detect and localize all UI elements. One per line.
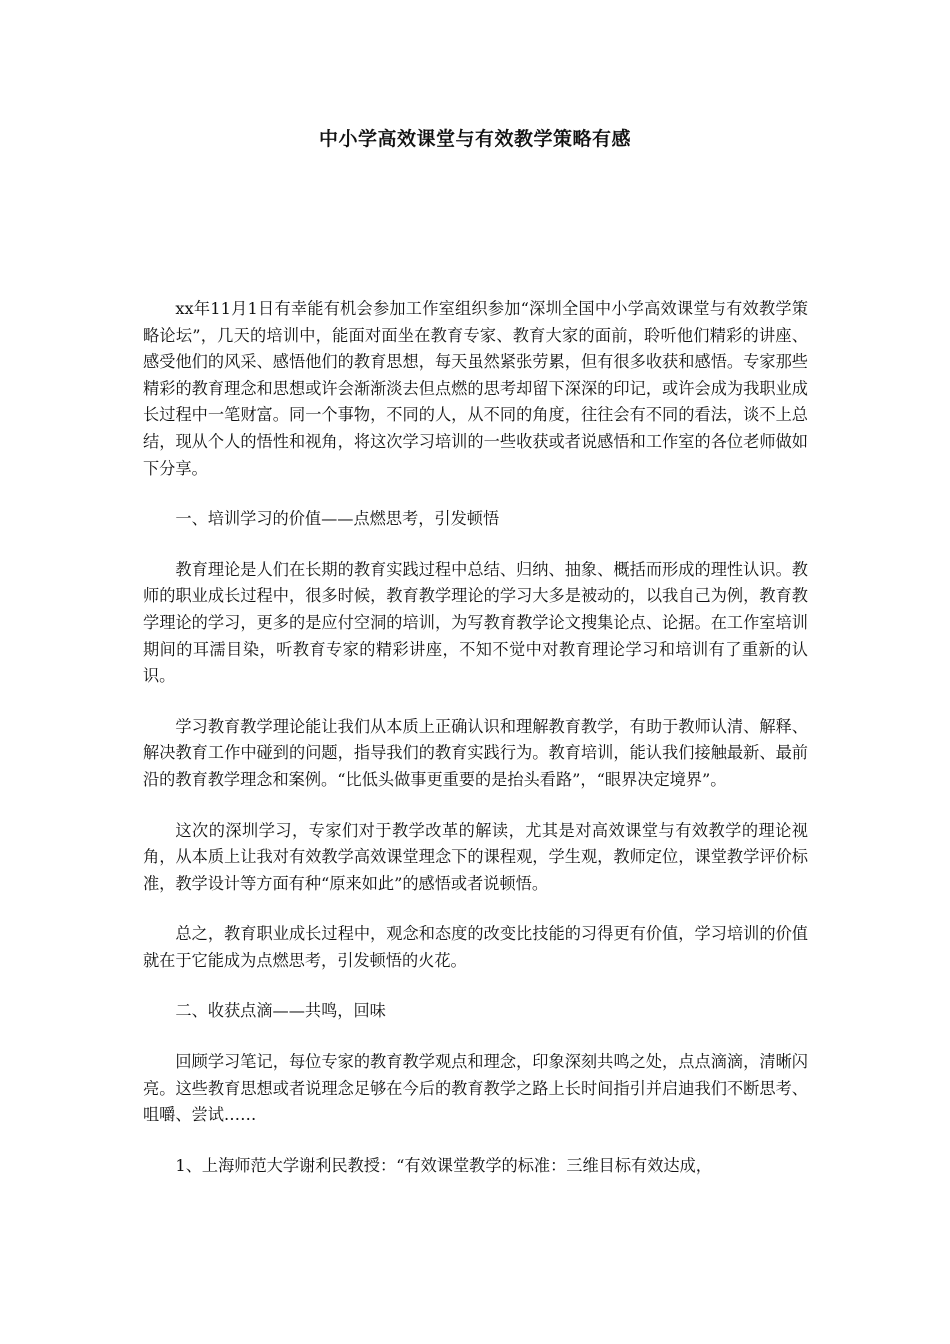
document-body bbox=[143, 296, 808, 1203]
list-item: 1、上海师范大学谢利民教授：“有效课堂教学的标准：三维目标有效达成， bbox=[175, 1155, 712, 1175]
paragraph: 学习教育教学理论能让我们从本质上正确认识和理解教育教学，有助于教师认清、解释、解决教育工作中碰到的问题，指导我们的教育实践行为。教育培训，能认我们接触最新、最前沿的教育教学理念和案例。“比低头做事更重要的是抬头看路”，“眼界决定境界”。 bbox=[143, 716, 808, 789]
paragraph-intro: xx年11月1日有幸能有机会参加工作室组织参加“深圳全国中小学高效课堂与有效教学策略论坛”，几天的培训中，能面对面坐在教育专家、教育大家的面前，聆听他们精彩的讲座、感受他们的风采、感悟他们的教育思想，每天虽然紧张劳累，但有很多收获和感悟。专家那些精彩的教育理念和思想或许会渐渐淡去但点燃的思考却留下深深的印记，或许会成为我职业成长过程中一笔财富。同一个事物，不同的人，从不同的角度，往往会有不同的看法，谈不上总结，现从个人的悟性和视角，将这次学习培训的一些收获或者说感悟和工作室的各位老师做如下分享。 bbox=[143, 299, 808, 478]
paragraph: 总之，教育职业成长过程中，观念和态度的改变比技能的习得更有价值，学习培训的价值就在于它能成为点燃思考，引发顿悟的火花。 bbox=[143, 924, 808, 970]
section-heading-1: 一、培训学习的价值——点燃思考，引发顿悟 bbox=[175, 509, 500, 529]
document-title: 中小学高效课堂与有效教学策略有感 bbox=[318, 128, 631, 150]
paragraph: 回顾学习笔记，每位专家的教育教学观点和理念，印象深刻共鸣之处，点点滴滴，清晰闪亮。这些教育思想或者说理念足够在今后的教育教学之路上长时间指引并启迪我们不断思考、咀嚼、尝试…… bbox=[143, 1052, 808, 1125]
paragraph: 教育理论是人们在长期的教育实践过程中总结、归纳、抽象、概括而形成的理性认识。教师的职业成长过程中，很多时候，教育教学理论的学习大多是被动的，以我自己为例，教育教学理论的学习，更多的是应付空洞的培训，为写教育教学论文搜集论点、论据。在工作室培训期间的耳濡目染，听教育专家的精彩讲座，不知不觉中对教育理论学习和培训有了重新的认识。 bbox=[143, 559, 808, 686]
paragraph: 这次的深圳学习，专家们对于教学改革的解读，尤其是对高效课堂与有效教学的理论视角，从本质上让我对有效教学高效课堂理念下的课程观，学生观，教师定位，课堂教学评价标准，教学设计等方面有种“原来如此”的感悟或者说顿悟。 bbox=[143, 820, 808, 893]
section-heading-2: 二、收获点滴——共鸣，回味 bbox=[175, 1001, 386, 1021]
